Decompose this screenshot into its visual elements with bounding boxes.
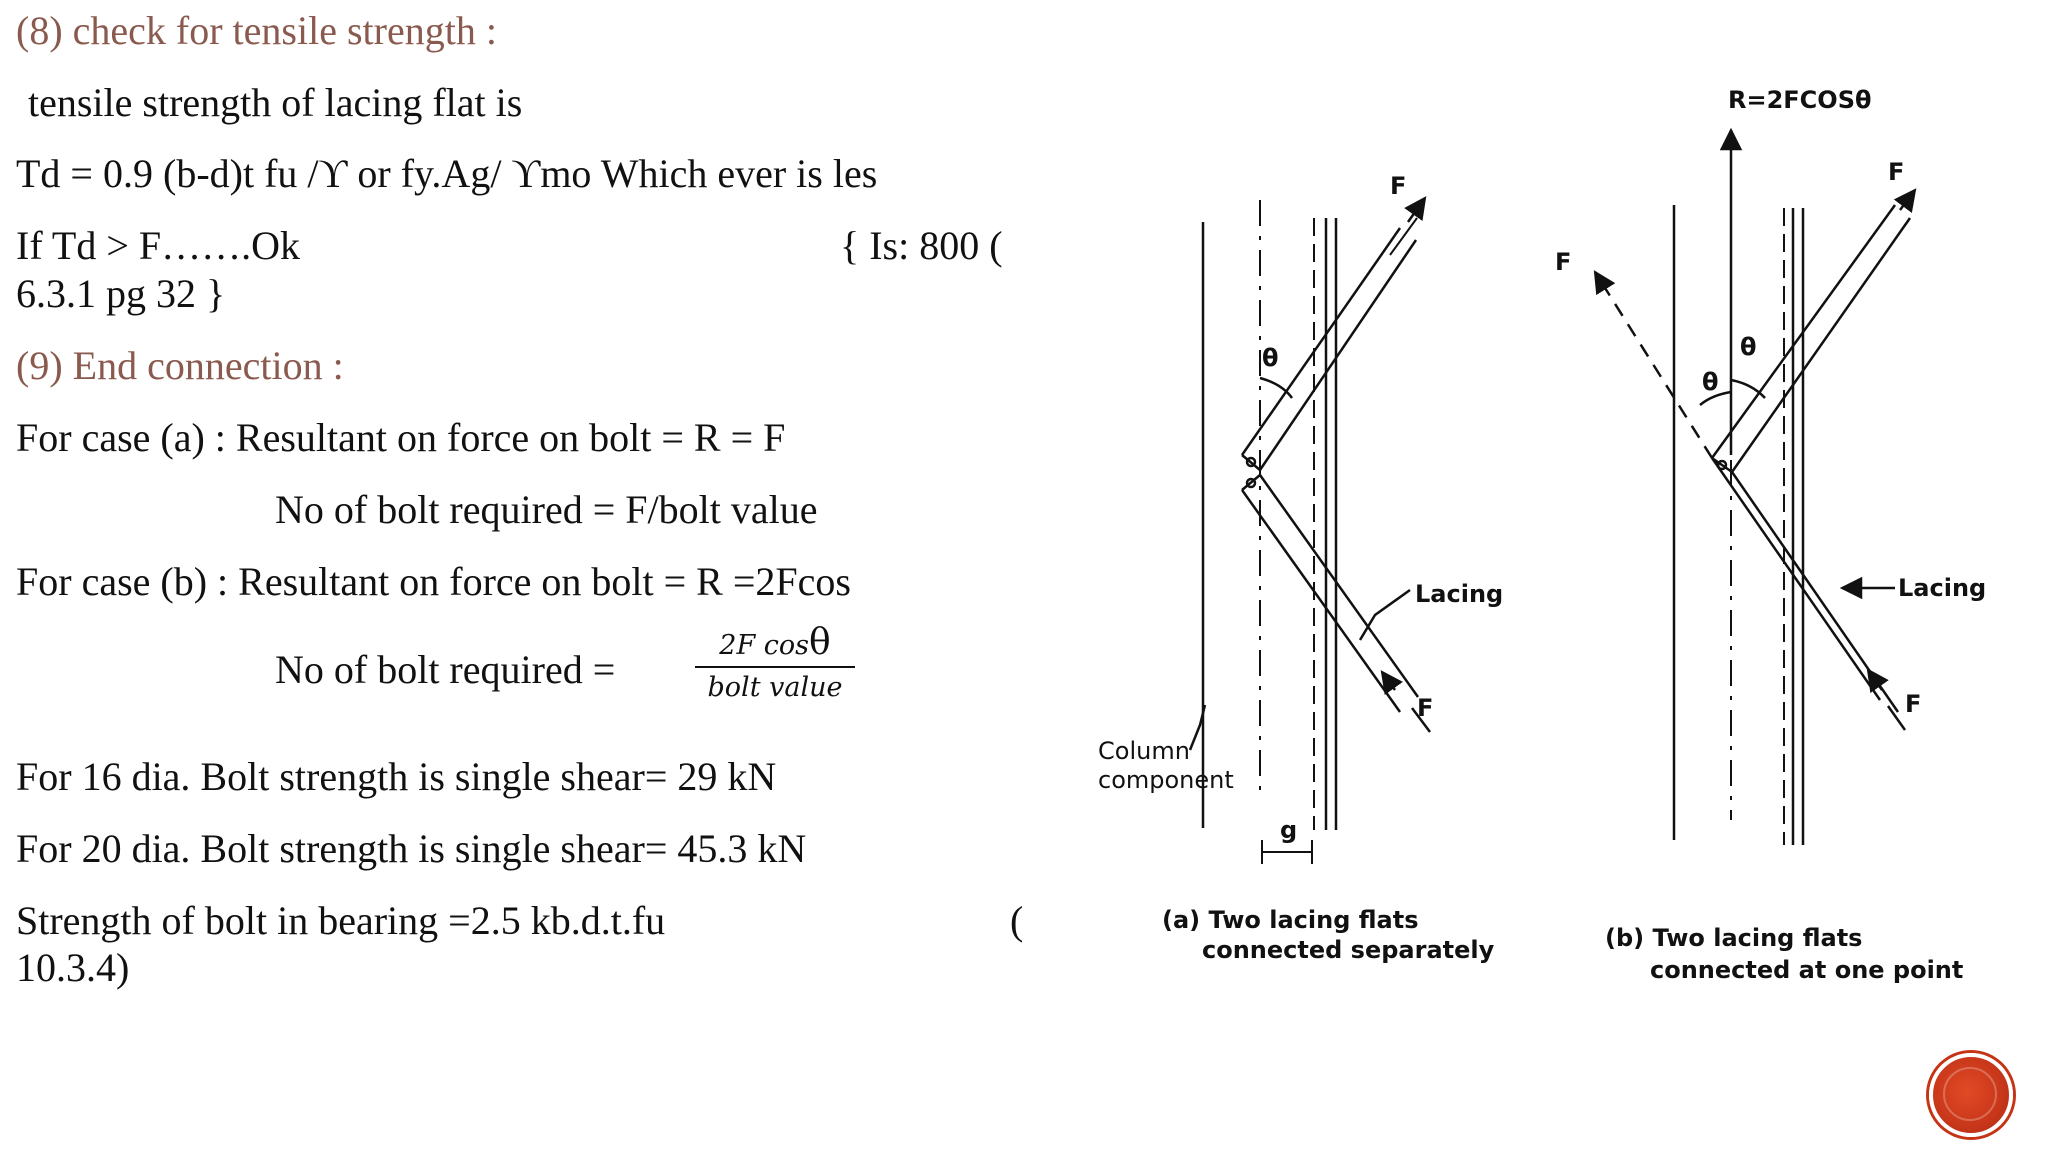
fraction-numerator: 2F cosθ [719, 622, 831, 663]
label-f-b-upper: F [1888, 158, 1905, 186]
diagram-captions [1162, 906, 1963, 984]
nav-button-ring [1943, 1067, 1997, 1121]
caption-b-line-1: (b) Two lacing flats [1605, 924, 1863, 952]
section-9-heading: (9) End connection : [16, 343, 344, 388]
label-theta-b-2: θ [1702, 368, 1719, 396]
label-component: component [1098, 766, 1234, 794]
case-b-text: For case (b) : Resultant on force on bolt = R =2Fcos [16, 559, 851, 604]
is-code-reference: { Is: 800 ( [840, 223, 1003, 268]
diagram-a [1190, 198, 1430, 864]
caption-a-line-1: (a) Two lacing flats [1162, 906, 1419, 934]
lacing-a-leader [1360, 590, 1410, 640]
is-code-reference-cont: 6.3.1 pg 32 } [16, 271, 226, 316]
caption-b-line-2: connected at one point [1650, 956, 1964, 984]
bolt-bearing-text: Strength of bolt in bearing =2.5 kb.d.t.fu [16, 898, 666, 943]
caption-a-line-2: connected separately [1202, 936, 1495, 964]
force-arrow-b-projected [1595, 272, 1712, 458]
label-f-b-lower: F [1905, 690, 1922, 718]
label-column: Column [1098, 737, 1190, 765]
bolt-bearing-mark: ( [1010, 898, 1024, 943]
tensile-intro-text: tensile strength of lacing flat is [28, 80, 523, 125]
label-resultant: R=2FCOSθ [1728, 86, 1872, 114]
label-lacing-a: Lacing [1415, 580, 1504, 608]
force-arrow-b-upper [1900, 190, 1915, 210]
label-g: g [1280, 816, 1298, 844]
label-f-a-upper: F [1390, 172, 1407, 200]
case-b-bolts-label: No of bolt required = [275, 647, 616, 692]
label-lacing-b: Lacing [1898, 574, 1987, 602]
case-a-text: For case (a) : Resultant on force on bolt = R = F [16, 415, 786, 460]
lacing-a-lower [1242, 475, 1418, 712]
label-theta-b-1: θ [1740, 333, 1757, 361]
case-a-bolts-text: No of bolt required = F/bolt value [275, 487, 818, 532]
label-f-a-lower: F [1417, 694, 1434, 722]
slide-nav-button[interactable] [1929, 1053, 2013, 1137]
bolt-count-fraction [695, 622, 855, 704]
label-theta-a: θ [1262, 344, 1279, 372]
bolt-20-strength-text: For 20 dia. Bolt strength is single shear= 45.3 kN [16, 826, 807, 871]
label-f-b-projected: F [1555, 248, 1572, 276]
fraction-bar [695, 666, 855, 668]
diagram-labels [1098, 86, 1986, 844]
bolt-bearing-cont: 10.3.4) [16, 945, 130, 990]
lacing-diagram [1040, 60, 2040, 1020]
td-formula-text: Td = 0.9 (b-d)t fu /ϒ or fy.Ag/ ϒmo Which ever is les [16, 151, 878, 196]
diagram-b [1595, 130, 1915, 845]
td-check-text: If Td > F…….Ok [16, 223, 301, 268]
bolt-16-strength-text: For 16 dia. Bolt strength is single shear= 29 kN [16, 754, 777, 799]
fraction-denominator: bolt value [707, 672, 843, 703]
section-8-heading: (8) check for tensile strength : [16, 8, 497, 53]
theta-arc-b-1 [1731, 380, 1765, 398]
